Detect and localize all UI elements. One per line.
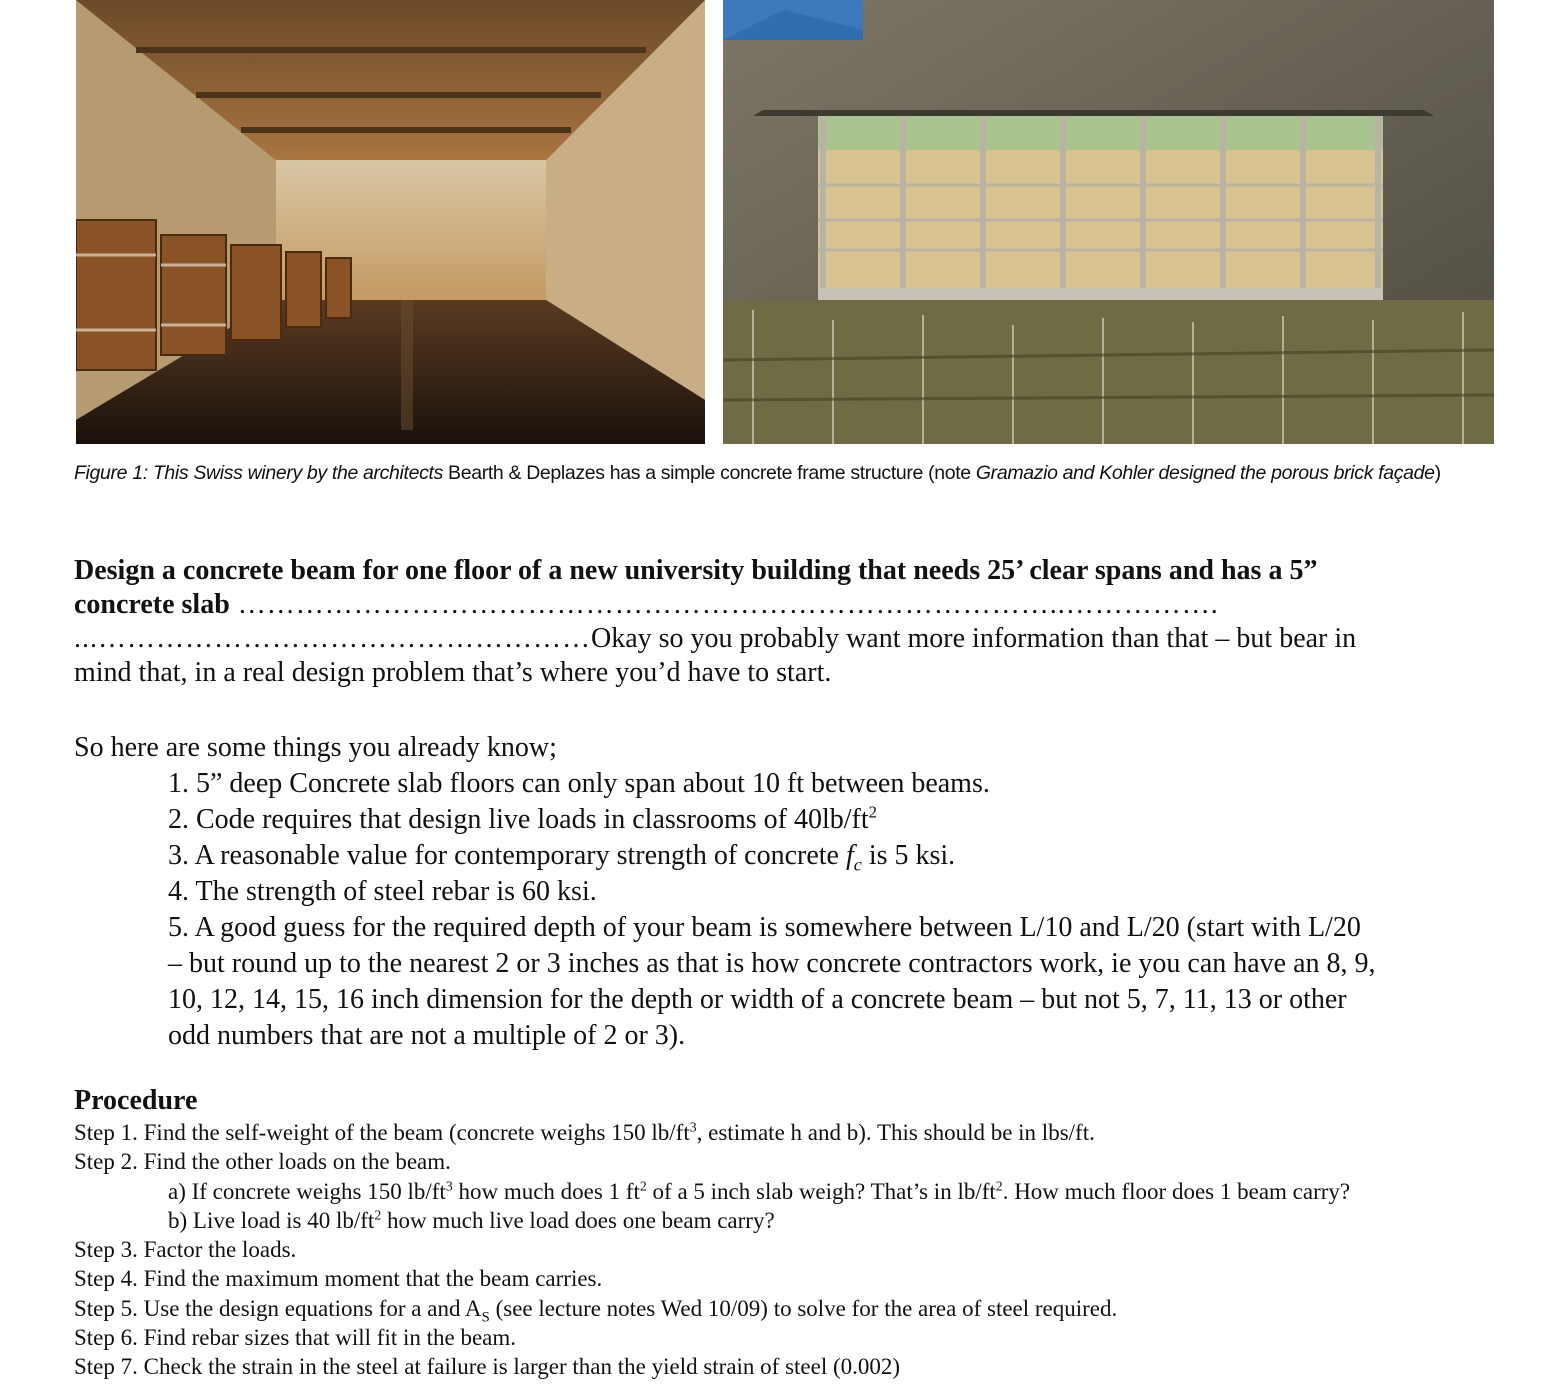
winery-exterior-photo	[723, 0, 1494, 444]
step-2a-part4: . How much floor does 1 beam carry?	[1002, 1178, 1351, 1204]
procedure-heading: Procedure	[74, 1085, 198, 1116]
known-facts	[74, 730, 1494, 1054]
procedure-step-3: Step 3. Factor the loads.	[74, 1237, 297, 1263]
known-item-3-fc-sub: c	[853, 854, 862, 875]
procedure-step-2b	[74, 1206, 1504, 1235]
procedure-step-4: Step 4. Find the maximum moment that the beam carries.	[74, 1266, 603, 1292]
known-lead: So here are some things you already know;	[74, 732, 557, 763]
known-item-3-post: is 5 ksi.	[861, 840, 956, 871]
step-1-post: , estimate h and b). This should be in lbs/ft.	[696, 1120, 1095, 1145]
step-5-pre: Step 5. Use the design equations for a and A	[74, 1295, 482, 1321]
known-item-3	[168, 838, 1494, 874]
procedure-step-5	[74, 1294, 1504, 1326]
procedure-step-2a	[74, 1177, 1504, 1206]
figure-photos	[76, 0, 1494, 444]
known-item-2-text: 2. Code requires that design live loads in classrooms of 40lb/ft	[168, 804, 869, 835]
winery-interior-photo	[76, 0, 705, 444]
known-item-3-pre: 3. A reasonable value for contemporary strength of concrete	[168, 840, 846, 871]
step-2a-part2: how much does 1 ft	[452, 1178, 640, 1204]
known-item-2-sup: 2	[868, 802, 878, 822]
procedure-step-2: Step 2. Find the other loads on the beam.	[74, 1149, 451, 1175]
step-1-sup: 3	[689, 1119, 697, 1135]
known-item-5-line3: 10, 12, 14, 15, 16 inch dimension for the depth or width of a concrete beam – but not 5, 7, 11, 13 or other	[168, 984, 1347, 1015]
known-list	[74, 766, 1494, 1054]
step-5-post: (see lecture notes Wed 10/09) to solve for the area of steel required.	[489, 1295, 1118, 1321]
known-item-3-fc: f	[845, 840, 854, 871]
step-5-sub: S	[481, 1309, 490, 1326]
caption-note-open: (note	[928, 462, 976, 484]
known-item-4: 4. The strength of steel rebar is 60 ksi.	[168, 876, 597, 907]
intro-heading-dots: …………………………………………………………………………..…………….	[229, 589, 1219, 620]
step-2a-part1: a) If concrete weighs 150 lb/ft	[168, 1178, 446, 1204]
step-2a-sup1: 3	[445, 1177, 453, 1193]
known-item-2	[168, 802, 1494, 838]
figure-caption	[74, 462, 1514, 485]
caption-architects: Bearth & Deplazes	[448, 462, 605, 484]
known-item-1: 1. 5” deep Concrete slab floors can only span about 10 ft between beams.	[168, 768, 990, 799]
step-2a-sup3: 2	[995, 1177, 1003, 1193]
known-item-5-line2: – but round up to the nearest 2 or 3 inches as that is how concrete contractors work, ie you can have an 8, 9,	[168, 948, 1376, 979]
intro-heading-line1: Design a concrete beam for one floor of a new university building that needs 25’ clear spans and has a 5”	[74, 555, 1318, 586]
procedure-step-1	[74, 1118, 1504, 1147]
known-item-5-line4: odd numbers that are not a multiple of 2 or 3).	[168, 1020, 686, 1051]
step-2b-sup: 2	[374, 1207, 382, 1223]
known-item-5-line1: 5. A good guess for the required depth of your beam is somewhere between L/10 and L/20 (start with L/20	[168, 912, 1361, 943]
known-item-5	[168, 910, 1494, 1054]
intro-paragraph	[74, 554, 1494, 690]
step-2b-part1: b) Live load is 40 lb/ft	[168, 1207, 375, 1233]
intro-line3-text: Okay so you probably want more information than that – but bear in	[591, 623, 1357, 654]
procedure-section	[74, 1084, 1504, 1382]
caption-close: )	[1434, 462, 1441, 484]
procedure-step-6: Step 6. Find rebar sizes that will fit in the beam.	[74, 1325, 517, 1351]
intro-line3-dots: ...……………………………………………	[74, 623, 591, 654]
intro-line4-text: mind that, in a real design problem that’s where you’d have to start.	[74, 657, 832, 688]
caption-prefix: Figure 1: This Swiss winery by the architects	[74, 462, 449, 484]
procedure-step-7: Step 7. Check the strain in the steel at failure is larger than the yield strain of steel (0.002)	[74, 1354, 901, 1380]
intro-heading-line2: concrete slab	[74, 589, 230, 620]
step-2b-part2: how much live load does one beam carry?	[381, 1207, 775, 1233]
caption-designers: Gramazio and Kohler designed the porous brick façade	[975, 462, 1435, 484]
step-2a-part3: of a 5 inch slab weigh? That’s in lb/ft	[646, 1178, 996, 1204]
step-1-pre: Step 1. Find the self-weight of the beam (concrete weighs 150 lb/ft	[74, 1120, 690, 1145]
caption-mid: has a simple concrete frame structure	[604, 462, 929, 484]
step-2a-sup2: 2	[639, 1177, 647, 1193]
